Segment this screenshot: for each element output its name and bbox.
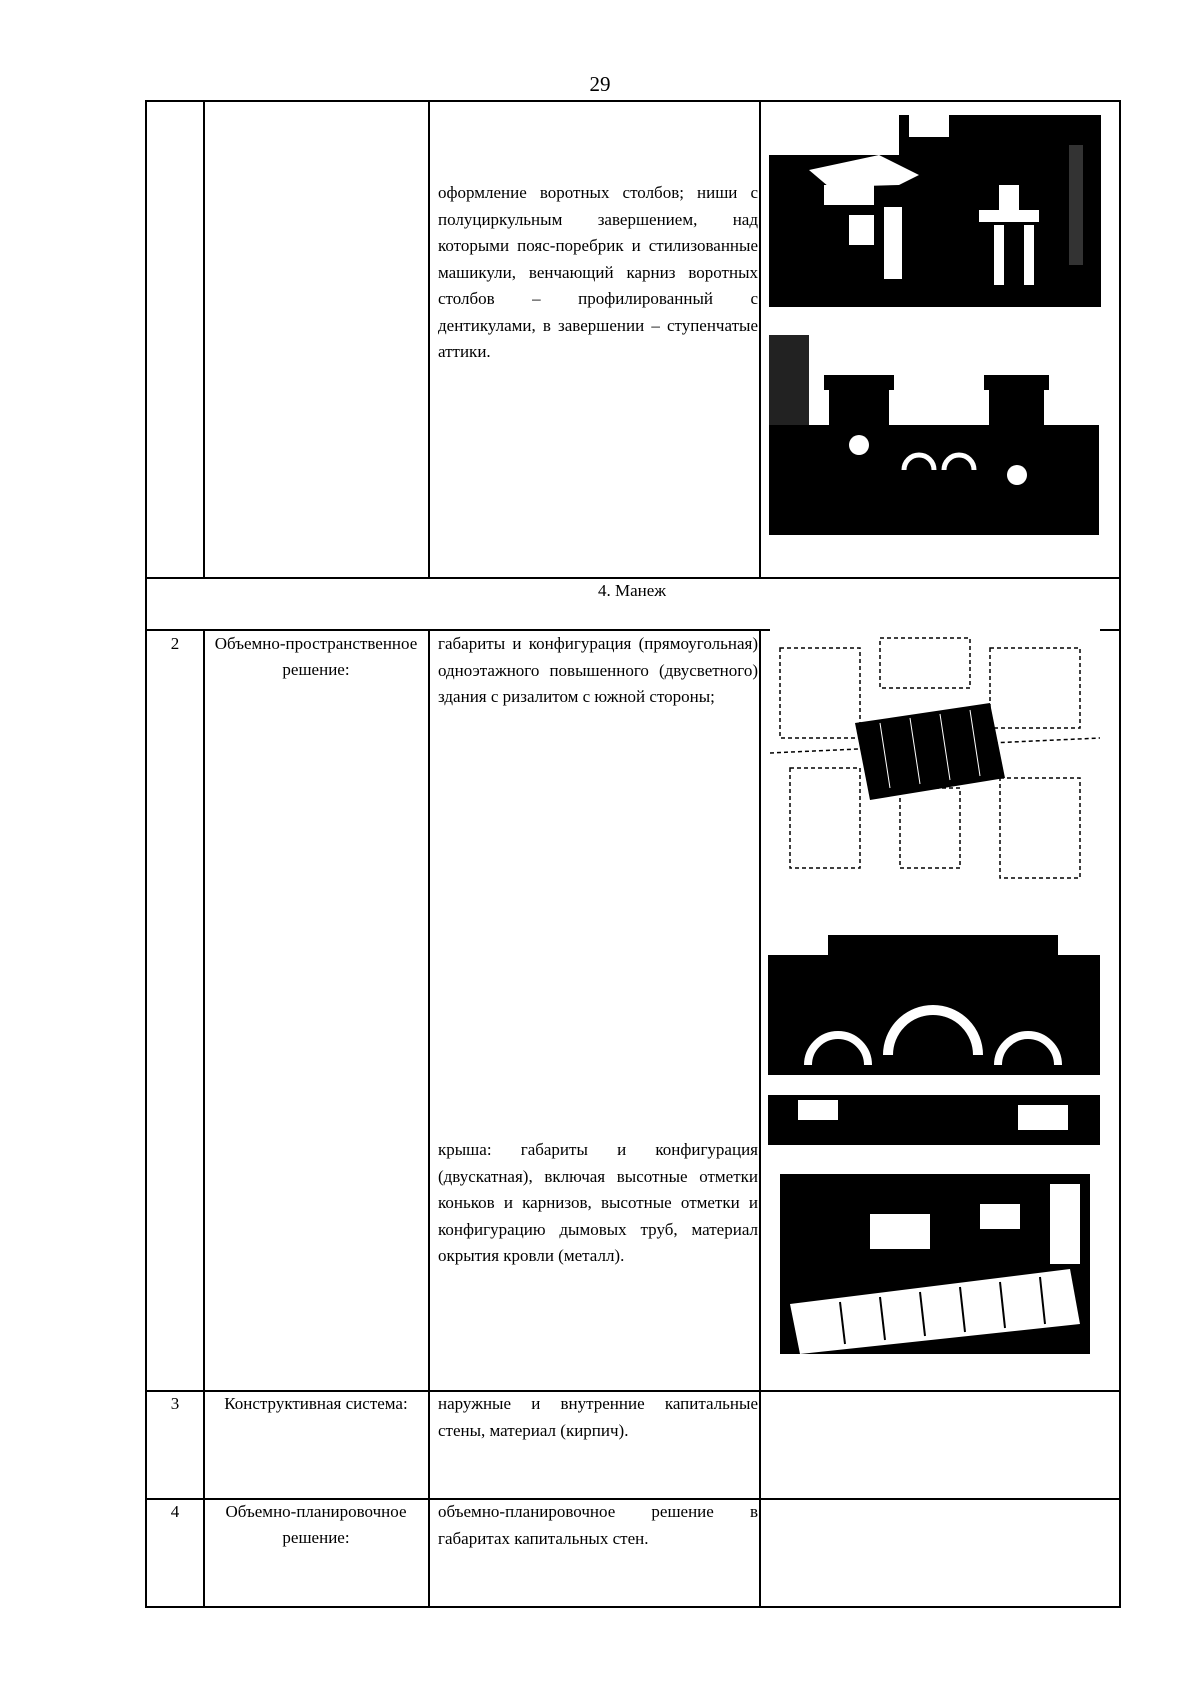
column-divider — [428, 629, 430, 1608]
column-divider — [203, 629, 205, 1608]
row-2-roof-description: крыша: габариты и конфигурация (двускатная), включая высотные отметки коньков и карнизов, высотные отметки и конфигурацию дымовых труб, материал окрытия кровли (металл). — [438, 1140, 758, 1265]
column-divider — [759, 100, 761, 578]
manege-arches-photo — [768, 925, 1100, 1145]
gate-pillars-photo — [769, 115, 1101, 307]
row-4-number: 4 — [170, 1502, 180, 1521]
row-2-number: 2 — [170, 634, 180, 653]
row-4-name: Объемно-планировочное решение: — [225, 1502, 407, 1547]
gate-facade-photo — [769, 335, 1099, 565]
column-divider — [428, 100, 430, 578]
row-2-name: Объемно-пространственное решение: — [214, 634, 418, 679]
section-title: 4. Манеж — [597, 581, 667, 600]
page-number: 29 — [589, 72, 611, 96]
table-border-bottom — [145, 1606, 1121, 1608]
row-3-description: наружные и внутренние капитальные стены, материал (кирпич). — [438, 1394, 758, 1440]
column-divider — [759, 629, 761, 1608]
row-1-description: оформление воротных столбов; ниши с полуциркульным завершением, над которыми пояс-поребрик и стилизованные машикули, венчающий карниз воротных столбов – профилированный с дентикулами, в завершении – ступенчатые аттики. — [438, 183, 758, 361]
column-divider — [203, 100, 205, 578]
row-3-number: 3 — [170, 1394, 180, 1413]
site-plan-map — [770, 628, 1100, 890]
row-2-description: габариты и конфигурация (прямоугольная) одноэтажного повышенного (двусветного) здания с ризалитом с южной стороны; — [438, 634, 758, 706]
table-border-right — [1119, 100, 1121, 1608]
row-3-name: Конструктивная система: — [224, 1394, 408, 1413]
table-border-left — [145, 100, 147, 1608]
manege-aerial-photo — [780, 1174, 1090, 1354]
table-border-top — [145, 100, 1121, 102]
row-4-description: объемно-планировочное решение в габаритах капитальных стен. — [438, 1502, 758, 1548]
